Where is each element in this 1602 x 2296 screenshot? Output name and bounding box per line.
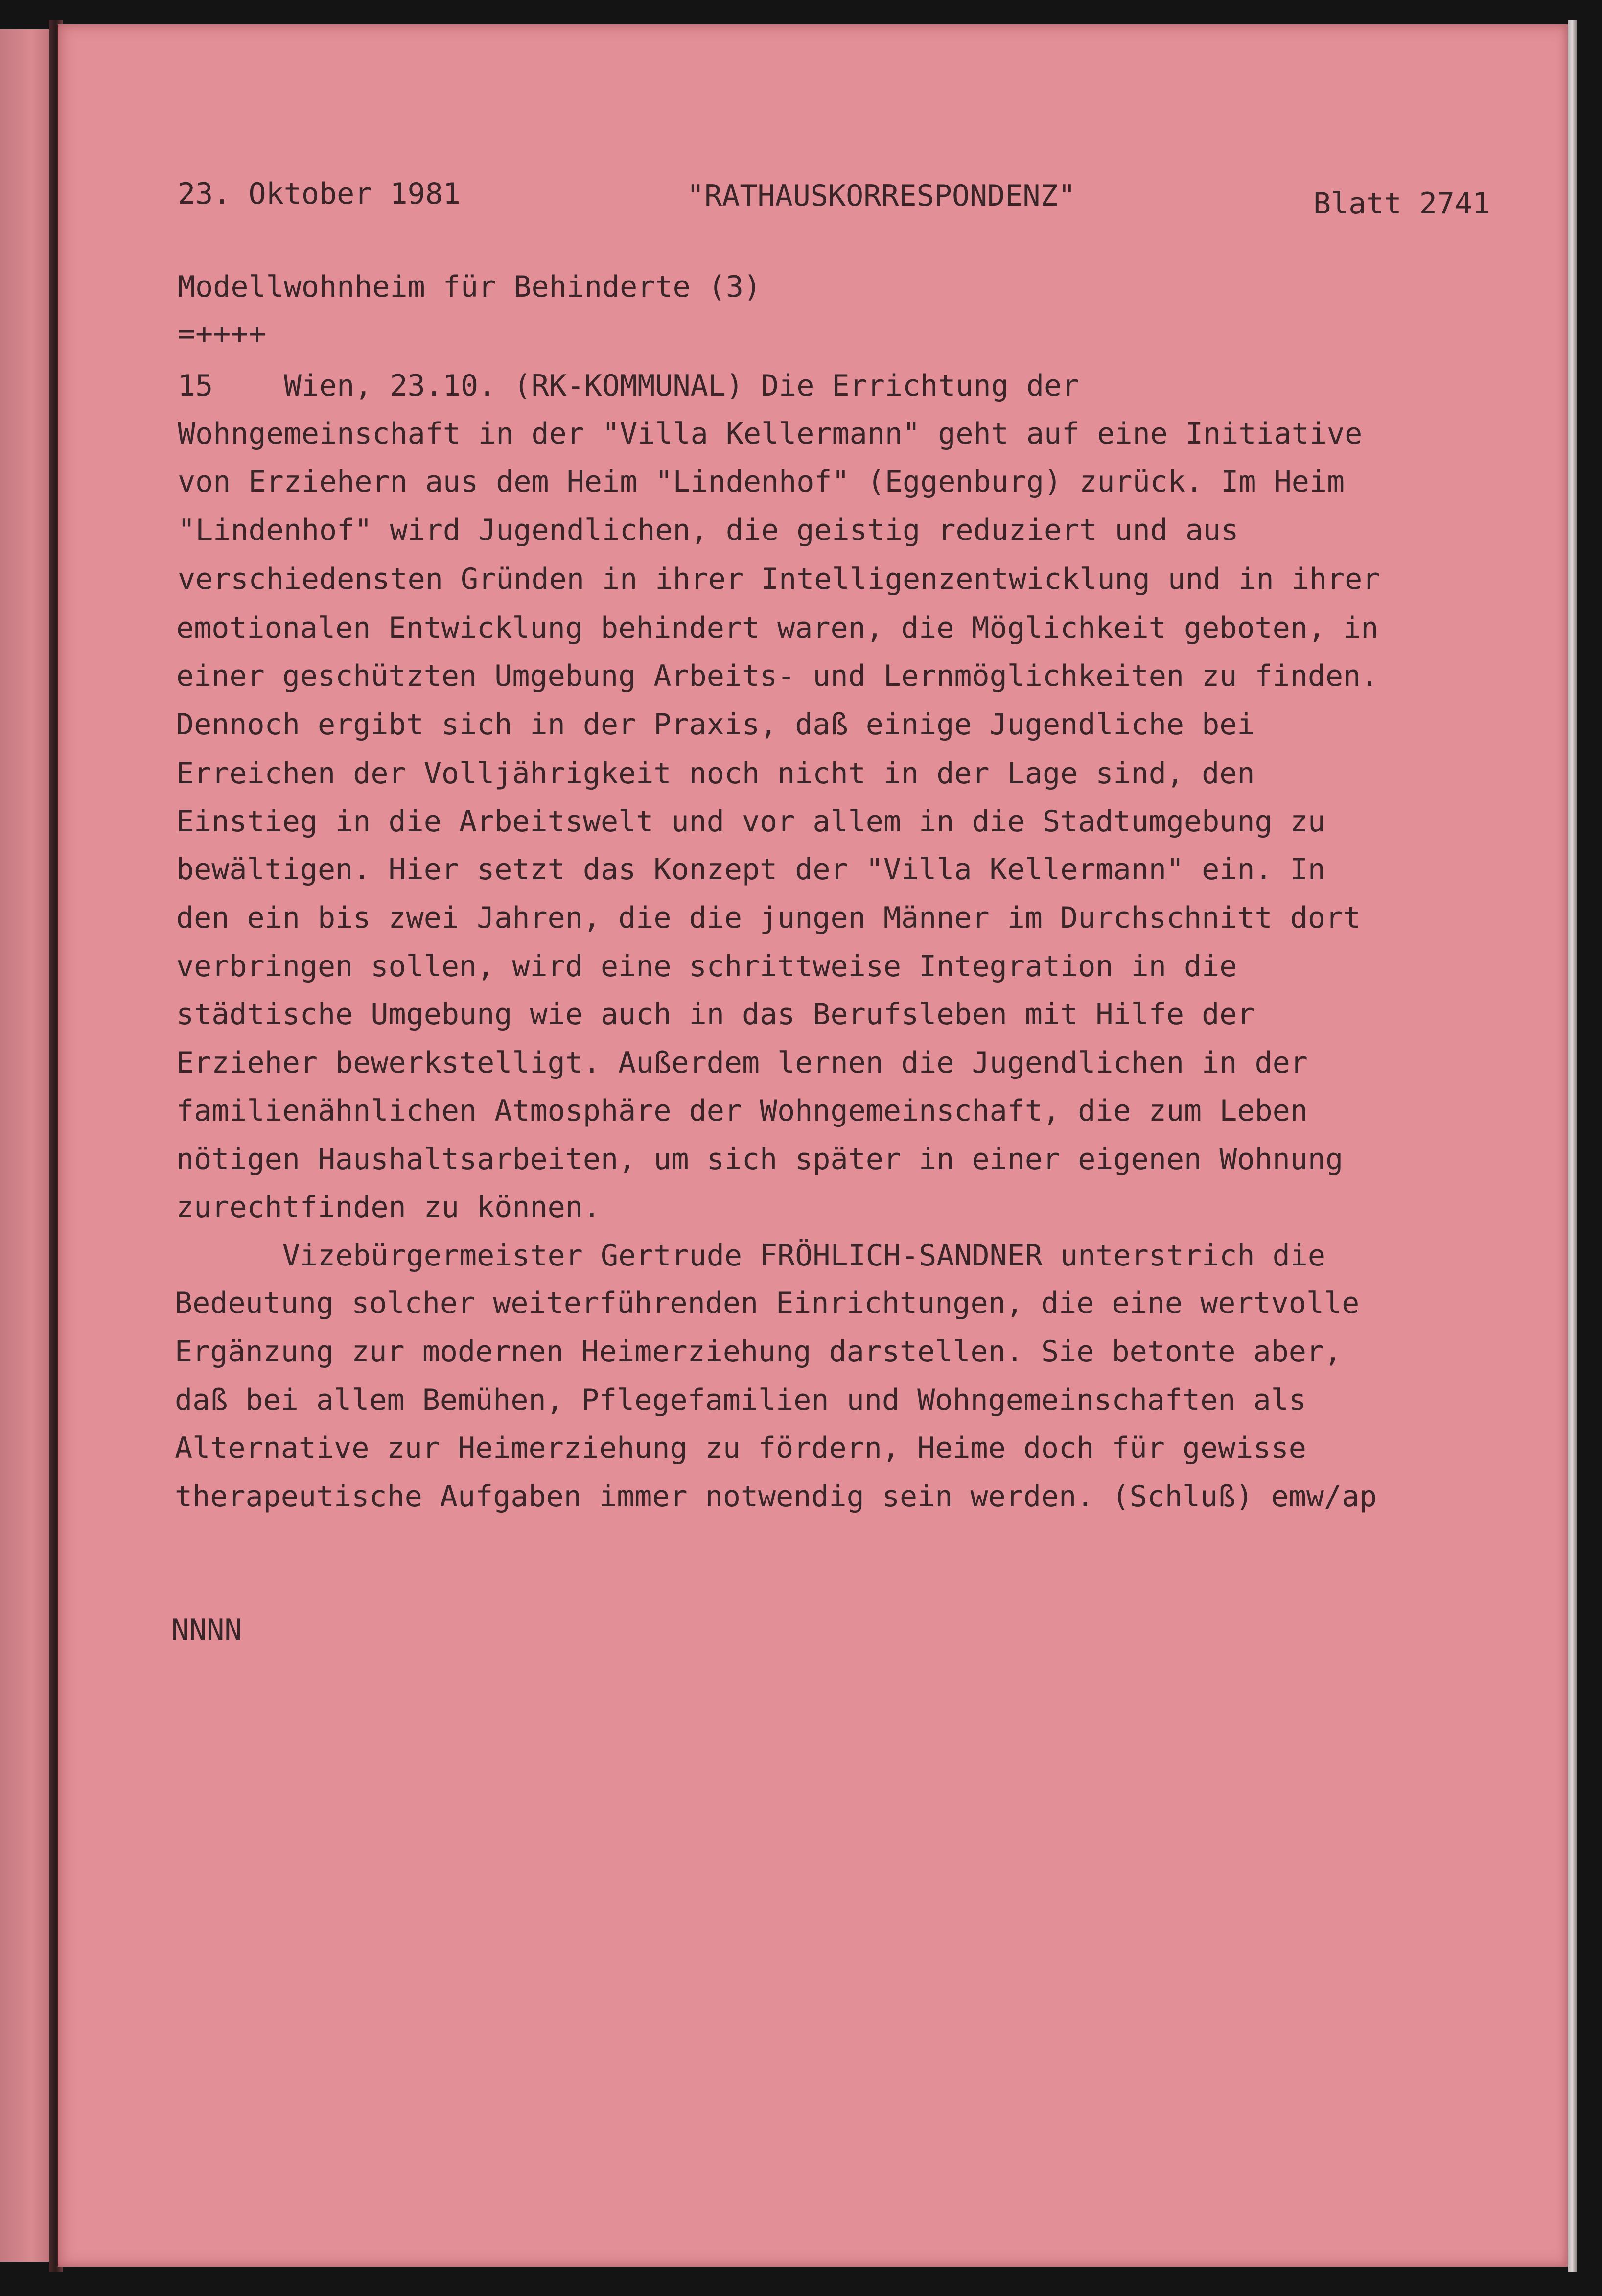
body-line: zurechtfinden zu können. bbox=[176, 1190, 601, 1224]
header-publication: "RATHAUSKORRESPONDENZ" bbox=[687, 179, 1076, 213]
body-line: familienähnlichen Atmosphäre der Wohngemeinschaft, die zum Leben bbox=[176, 1094, 1308, 1128]
body-line: Ergänzung zur modernen Heimerziehung darstellen. Sie betonte aber, bbox=[175, 1335, 1342, 1369]
body-line: von Erziehern aus dem Heim "Lindenhof" (Eggenburg) zurück. Im Heim bbox=[178, 465, 1345, 499]
header-sheet-number: Blatt 2741 bbox=[1313, 187, 1490, 221]
body-line: Dennoch ergibt sich in der Praxis, daß einige Jugendliche bei bbox=[176, 707, 1255, 742]
article-title: Modellwohnheim für Behinderte (3) bbox=[178, 270, 762, 304]
body-line: emotionalen Entwicklung behindert waren, die Möglichkeit geboten, in bbox=[176, 611, 1379, 645]
body-line: Alternative zur Heimerziehung zu fördern, Heime doch für gewisse bbox=[175, 1431, 1306, 1465]
body-line: therapeutische Aufgaben immer notwendig sein werden. (Schluß) emw/ap bbox=[175, 1479, 1377, 1514]
body-line: einer geschützten Umgebung Arbeits- und Lernmöglichkeiten zu finden. bbox=[176, 659, 1379, 693]
body-line: Vizebürgermeister Gertrude FRÖHLICH-SANDNER unterstrich die bbox=[176, 1239, 1325, 1273]
body-line: daß bei allem Bemühen, Pflegefamilien und Wohngemeinschaften als bbox=[175, 1383, 1306, 1417]
body-line: "Lindenhof" wird Jugendlichen, die geistig reduziert und aus bbox=[178, 513, 1239, 547]
body-line: den ein bis zwei Jahren, die die jungen Männer im Durchschnitt dort bbox=[176, 901, 1361, 935]
body-line: Wohngemeinschaft in der "Villa Kellermann" geht auf eine Initiative bbox=[178, 417, 1363, 451]
header-date: 23. Oktober 1981 bbox=[178, 177, 461, 211]
body-line: Bedeutung solcher weiterführenden Einrichtungen, die eine wertvolle bbox=[175, 1286, 1360, 1320]
body-line: 15 Wien, 23.10. (RK-KOMMUNAL) Die Errichtung der bbox=[178, 369, 1080, 403]
body-line: verbringen sollen, wird eine schrittweise Integration in die bbox=[176, 949, 1237, 984]
article-title-underline: =++++ bbox=[178, 317, 266, 351]
body-line: verschiedensten Gründen in ihrer Intelligenzentwicklung und in ihrer bbox=[178, 562, 1380, 596]
body-line: bewältigen. Hier setzt das Konzept der "Villa Kellermann" ein. In bbox=[176, 852, 1325, 887]
body-line: Erreichen der Volljährigkeit noch nicht in der Lage sind, den bbox=[176, 756, 1255, 791]
body-line: nötigen Haushaltsarbeiten, um sich später in einer eigenen Wohnung bbox=[176, 1142, 1344, 1176]
end-marker: NNNN bbox=[171, 1613, 242, 1647]
body-line: Erzieher bewerkstelligt. Außerdem lernen die Jugendlichen in der bbox=[176, 1046, 1308, 1080]
body-line: städtische Umgebung wie auch in das Berufsleben mit Hilfe der bbox=[176, 997, 1255, 1031]
page-stack-edge bbox=[1568, 20, 1577, 2272]
body-line: Einstieg in die Arbeitswelt und vor allem in die Stadtumgebung zu bbox=[176, 804, 1325, 839]
